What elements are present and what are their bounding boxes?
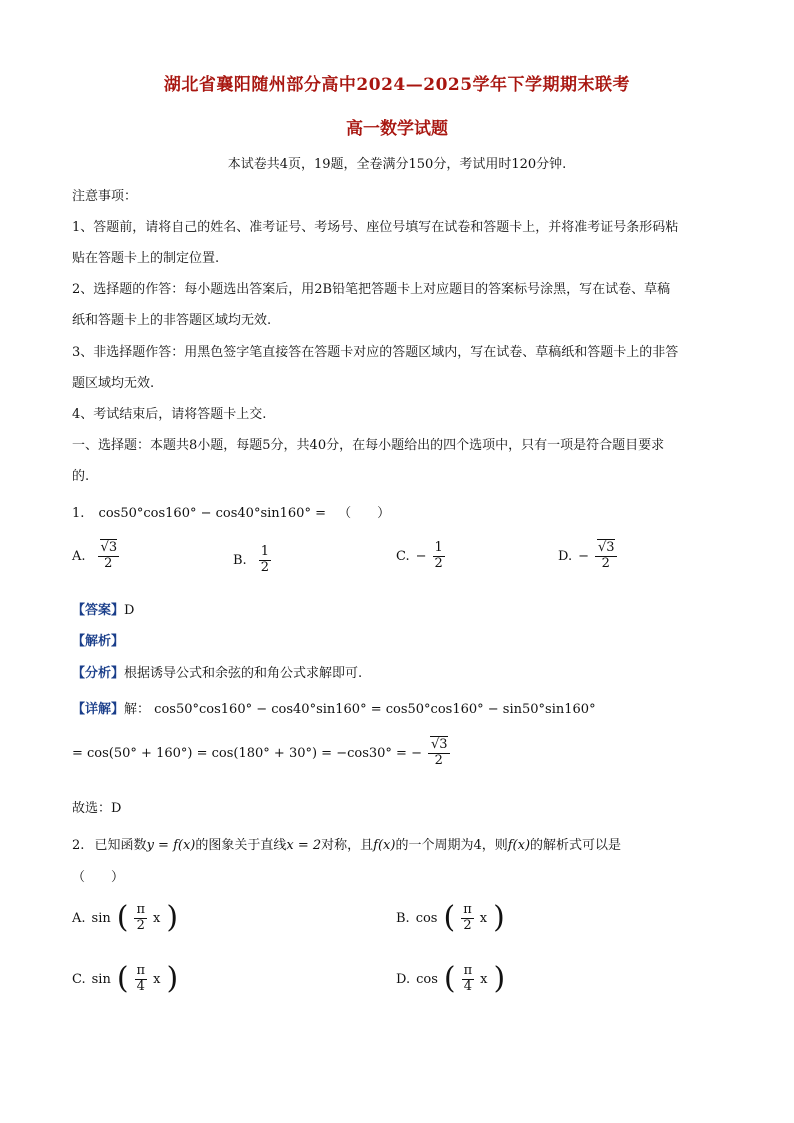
detail-line-2: = cos(50° + 160°) = cos(180° + 30°) = −cos30° = − [72, 745, 422, 761]
question-1-option-b [233, 545, 271, 576]
fraction-denominator: 2 [601, 555, 610, 571]
section-1-heading-line-2: 的. [72, 469, 90, 484]
answer-value: D [124, 603, 135, 618]
stem-text: 已知函数 [94, 838, 147, 853]
fraction-numerator: π [136, 963, 146, 978]
detail-prefix: 解： [124, 702, 151, 717]
question-2-stem [72, 834, 621, 853]
option-label: A. [72, 910, 86, 926]
fraction-numerator: π [463, 902, 472, 917]
option-label: B. [396, 910, 410, 926]
exam-subtitle: 高一数学试题 [346, 119, 448, 139]
fraction-numerator: π [136, 902, 145, 917]
right-paren: ) [493, 900, 505, 936]
section-1-heading-line-1: 一、选择题：本题共8小题，每题5分，共40分，在每小题给出的四个选项中，只有一项是符合题目要求 [72, 438, 665, 453]
option-fraction [98, 541, 120, 572]
answer-tag: 【答案】 [72, 603, 125, 618]
option-fraction [461, 903, 474, 934]
fraction-denominator: 4 [463, 978, 472, 994]
left-paren: ( [116, 900, 129, 936]
question-1-analysis [72, 630, 124, 649]
question-2-option-c [72, 961, 179, 997]
option-fraction [259, 545, 271, 576]
option-var: x [479, 910, 488, 926]
question-1-detail [72, 698, 596, 717]
question-2-number: 2. [72, 838, 85, 853]
option-label: D. [558, 548, 573, 564]
option-sign: − [578, 548, 589, 564]
question-1-expression: cos50°cos160° − cos40°sin160° = [98, 506, 326, 521]
stem-function: y = f(x) [146, 838, 196, 853]
question-2-option-a [72, 900, 179, 936]
left-paren: ( [443, 900, 456, 936]
option-func: cos [415, 910, 438, 926]
question-1-stem [72, 502, 390, 521]
fraction-numerator: √3 [598, 540, 615, 555]
note-2-line-1: 2、选择题的作答：每小题选出答案后，用2B铅笔把答题卡上对应题目的答案标号涂黑，写在试卷、草稿 [72, 282, 671, 297]
stem-f2: f(x) [507, 838, 531, 853]
option-var: x [153, 910, 161, 926]
option-sign: − [415, 548, 427, 564]
question-2-option-b [396, 900, 505, 936]
stem-line: x = 2 [286, 838, 322, 853]
option-func: cos [416, 971, 438, 987]
note-4: 4、考试结束后，请将答题卡上交. [72, 407, 267, 422]
detail-tag: 【详解】 [72, 702, 125, 717]
option-label: D. [396, 971, 411, 987]
left-paren: ( [116, 961, 129, 997]
option-fraction [135, 964, 148, 995]
fraction-numerator: 1 [260, 544, 269, 559]
question-2-option-d [396, 961, 506, 997]
note-1-line-2: 贴在答题卡上的制定位置. [72, 251, 220, 266]
fraction-denominator: 2 [463, 917, 472, 933]
right-paren: ) [493, 961, 506, 997]
notes-heading: 注意事项： [72, 189, 138, 204]
fraction-numerator: 1 [434, 540, 443, 555]
right-paren: ) [166, 900, 179, 936]
fraction-numerator: √3 [430, 737, 448, 752]
fraction-numerator: √3 [100, 540, 118, 555]
fraction-denominator: 2 [260, 559, 269, 575]
stem-text: 的解析式可以是 [530, 838, 622, 853]
note-2-line-2: 纸和答题卡上的非答题区域均无效. [72, 313, 272, 328]
right-paren: ) [166, 961, 179, 997]
fraction-denominator: 2 [434, 555, 443, 571]
option-var: x [480, 971, 488, 987]
left-paren: ( [443, 961, 456, 997]
exam-title: 湖北省襄阳随州部分高中2024—2025学年下学期期末联考 [163, 75, 631, 95]
analysis-tag: 【解析】 [72, 634, 125, 649]
exam-info: 本试卷共4页，19题，全卷满分150分，考试用时120分钟. [227, 157, 567, 172]
fenxi-tag: 【分析】 [72, 666, 125, 681]
fenxi-text: 根据诱导公式和余弦的和角公式求解即可. [124, 666, 363, 681]
option-fraction [462, 964, 475, 995]
note-3-line-2: 题区域均无效. [72, 376, 155, 391]
detail-line-1: cos50°cos160° − cos40°sin160° = cos50°cos160° − sin50°sin160° [154, 702, 596, 717]
question-1-choice: 故选：D [72, 801, 122, 816]
option-func: sin [91, 910, 111, 926]
detail-fraction [428, 738, 450, 769]
option-fraction [595, 541, 617, 572]
fraction-denominator: 2 [136, 917, 145, 933]
note-3-line-1: 3、非选择题作答：用黑色签字笔直接答在答题卡对应的答题区域内，写在试卷、草稿纸和答题卡上的非答 [72, 345, 679, 360]
option-label: C. [72, 971, 86, 987]
option-fraction [134, 903, 147, 934]
question-1-fenxi [72, 662, 362, 681]
question-1-option-c [396, 541, 445, 572]
fraction-denominator: 2 [434, 752, 443, 768]
note-1-line-1: 1、答题前，请将自己的姓名、准考证号、考场号、座位号填写在试卷和答题卡上，并将准考证号条形码粘 [72, 220, 679, 235]
option-label: C. [396, 548, 410, 564]
question-1-number: 1. [72, 506, 85, 521]
question-1-option-a [72, 541, 119, 572]
option-fraction [433, 541, 445, 572]
question-1-option-d [558, 541, 617, 572]
fraction-numerator: π [463, 963, 473, 978]
question-2-blank: （ ） [72, 870, 125, 885]
stem-text: 的一个周期为4，则 [395, 838, 508, 853]
question-1-answer [72, 599, 134, 618]
question-1-detail-line-2 [72, 738, 450, 769]
question-1-blank: （ ） [338, 506, 391, 521]
stem-text: 的图象关于直线 [195, 838, 287, 853]
option-var: x [153, 971, 161, 987]
fraction-denominator: 4 [136, 978, 145, 994]
option-func: sin [91, 971, 111, 987]
fraction-denominator: 2 [104, 555, 113, 571]
stem-f: f(x) [373, 838, 396, 853]
option-label: B. [233, 552, 247, 568]
stem-text: 对称，且 [321, 838, 374, 853]
option-label: A. [72, 548, 86, 564]
